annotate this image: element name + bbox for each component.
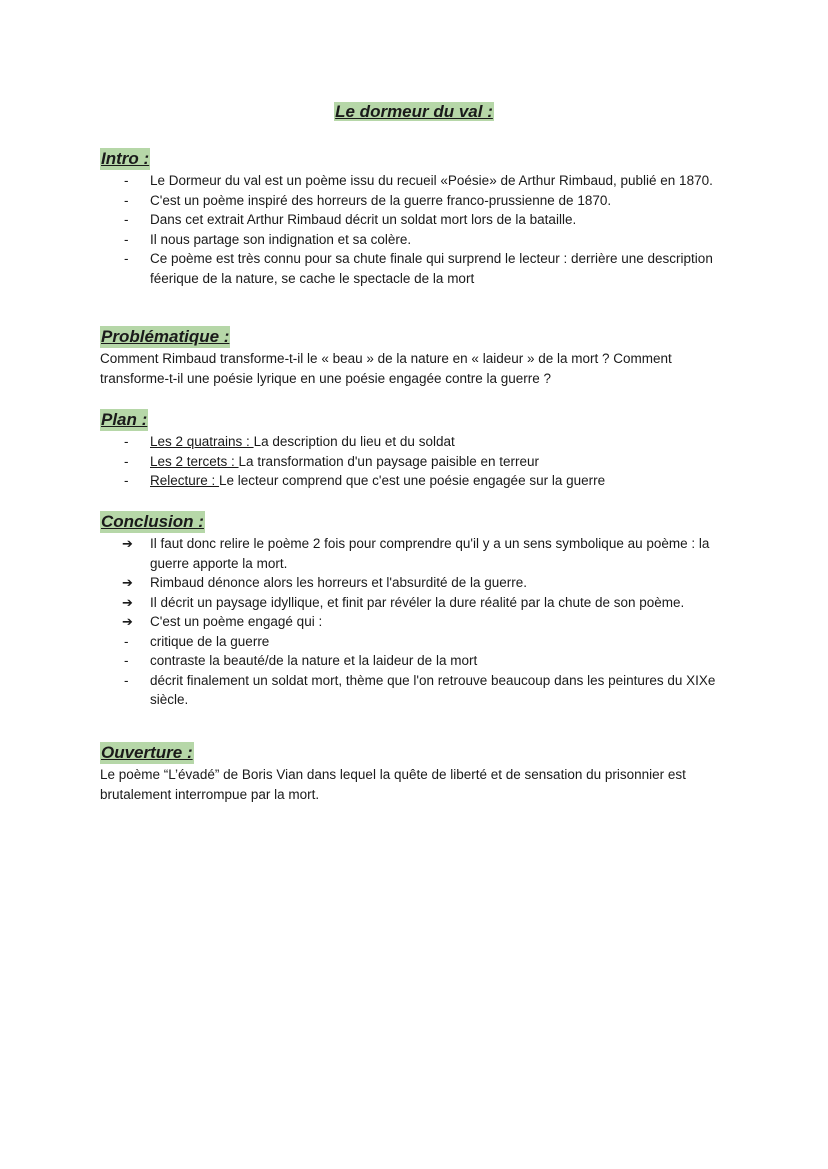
list-item [100, 191, 740, 211]
arrow-icon: ➔ [122, 536, 133, 551]
ouverture-section [100, 742, 740, 804]
list-item [100, 534, 740, 573]
list-item [100, 471, 740, 491]
plan-list [100, 432, 740, 491]
plan-item-label: Les 2 tercets : [150, 453, 239, 469]
list-item [100, 671, 740, 710]
intro-list [100, 171, 740, 288]
problematique-section [100, 326, 740, 388]
plan-item-label: Relecture : [150, 473, 220, 488]
document-title: Le dormeur du val : [335, 102, 493, 121]
dash-marker: - [124, 653, 129, 668]
dash-marker: - [124, 633, 129, 649]
dash-marker: - [124, 212, 129, 227]
conclusion-section [100, 511, 740, 710]
list-item [100, 612, 740, 632]
list-item-text: contraste la beauté/de la nature et la laideur de la mort [150, 653, 478, 668]
ouverture-heading: Ouverture : [101, 743, 193, 762]
plan-item-text: La description du lieu et du soldat [253, 434, 455, 449]
plan-item-text: Le lecteur comprend que c'est une poésie engagée sur la guerre [219, 473, 606, 488]
list-item-text: Le Dormeur du val est un poème issu du recueil «Poésie» de Arthur Rimbaud, publié en 1870. [150, 173, 713, 188]
list-item [100, 593, 740, 613]
dash-marker: - [124, 251, 129, 266]
ouverture-text: Le poème “L’évadé” de Boris Vian dans lequel la quête de liberté et de sensation du prisonnier est brutalement interrompue par la mort. [100, 767, 686, 802]
list-item-text: Il faut donc relire le poème 2 fois pour comprendre qu'il y a un sens symbolique au poème : la guerre apporte la mort. [150, 536, 710, 571]
dash-marker: - [124, 173, 129, 188]
list-item [100, 432, 740, 452]
list-item [100, 171, 740, 191]
dash-marker: - [124, 453, 129, 469]
list-item [100, 573, 740, 593]
dash-marker: - [124, 192, 129, 208]
problematique-heading: Problématique : [101, 327, 230, 346]
dash-marker: - [124, 672, 129, 688]
list-item-text: décrit finalement un soldat mort, thème que l'on retrouve beaucoup dans les peintures du XIXe siècle. [150, 672, 716, 707]
plan-section [100, 409, 740, 491]
list-item-text: Dans cet extrait Arthur Rimbaud décrit un soldat mort lors de la bataille. [150, 212, 577, 227]
dash-marker: - [124, 473, 129, 488]
plan-item-label: Les 2 quatrains : [150, 434, 254, 449]
list-item-text: critique de la guerre [150, 633, 270, 649]
conclusion-heading: Conclusion : [101, 512, 204, 531]
problematique-text: Comment Rimbaud transforme-t-il le « beau » de la nature en « laideur » de la mort ? Comment transforme-t-il une poésie lyrique en une poésie engagée contre la guerre ? [100, 351, 672, 386]
list-item-text: Rimbaud dénonce alors les horreurs et l'absurdité de la guerre. [150, 575, 528, 590]
dash-marker: - [124, 434, 129, 449]
list-item-text: C'est un poème inspiré des horreurs de la guerre franco-prussienne de 1870. [150, 192, 612, 208]
list-item [100, 651, 740, 671]
list-item-text: Ce poème est très connu pour sa chute finale qui surprend le lecteur : derrière une description féerique de la nature, se cache le spectacle de la mort [150, 251, 713, 286]
intro-section [100, 148, 740, 288]
list-item-text: Il décrit un paysage idyllique, et finit par révéler la dure réalité par la chute de son poème. [150, 594, 685, 610]
list-item [100, 249, 740, 288]
intro-heading: Intro : [101, 149, 150, 168]
plan-item-text: La transformation d'un paysage paisible en terreur [238, 453, 540, 469]
arrow-icon: ➔ [122, 614, 133, 629]
dash-marker: - [124, 231, 129, 247]
title-block [0, 101, 828, 123]
list-item [100, 230, 740, 250]
plan-heading: Plan : [101, 410, 148, 429]
arrow-icon: ➔ [122, 575, 133, 590]
list-item-text: Il nous partage son indignation et sa colère. [150, 231, 412, 247]
list-item [100, 210, 740, 230]
conclusion-list [100, 534, 740, 710]
arrow-icon: ➔ [122, 594, 133, 610]
list-item [100, 632, 740, 652]
list-item [100, 452, 740, 472]
list-item-text: C'est un poème engagé qui : [150, 614, 323, 629]
